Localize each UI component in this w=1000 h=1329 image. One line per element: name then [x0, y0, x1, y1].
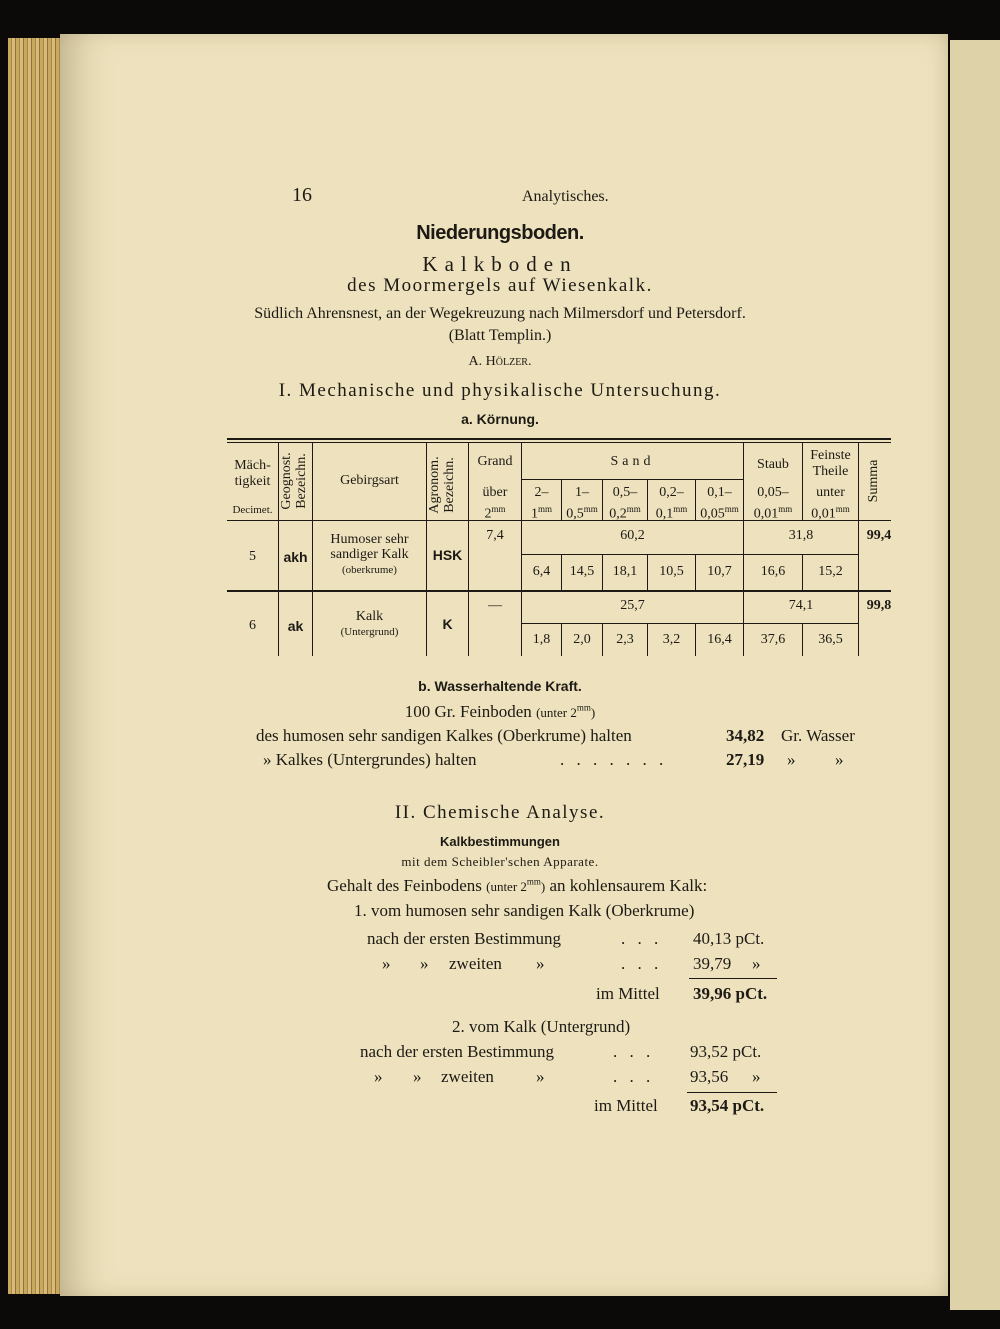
- row-sand-value: 10,5: [659, 564, 684, 579]
- author: A. Hölzer.: [468, 354, 532, 369]
- section-2-subtitle: Kalkbestimmungen: [440, 834, 560, 849]
- water-capacity-value-1: 34,82: [726, 726, 765, 745]
- soil-type-title: Kalkboden: [422, 252, 578, 276]
- row-geognost: ak: [287, 618, 304, 634]
- header-maechtigkeit: Mäch- tigkeit: [234, 458, 271, 489]
- row-agronom: HSK: [432, 547, 463, 563]
- header-grand-sub: über $2^{mm}$: [482, 485, 508, 522]
- row-staub: 37,6: [760, 632, 786, 647]
- row-grand: 7,4: [486, 528, 504, 543]
- row-sand-value: 2,3: [616, 632, 634, 647]
- group-1-title: 1. vom humosen sehr sandigen Kalk (Oberkrume): [354, 901, 695, 920]
- page-number: 16: [292, 184, 312, 206]
- header-staub-sub: 0,05– $0,01^{mm}$: [753, 485, 793, 522]
- row-depth: 6: [249, 618, 256, 633]
- ditto-mark: »: [536, 1067, 545, 1086]
- header-sand-col-3: 0,5– $0,2^{mm}$: [609, 485, 641, 522]
- header-summa: Summa: [866, 459, 881, 503]
- header-agronom: Agronom. Bezeichn.: [427, 456, 457, 514]
- section-b-title: b. Wasserhaltende Kraft.: [418, 678, 582, 694]
- group-1-mean-label: im Mittel: [596, 984, 660, 1003]
- group-2-first-value: 93,52 pCt.: [690, 1042, 762, 1061]
- group-2-first-label: nach der ersten Bestimmung: [360, 1042, 555, 1061]
- group-2-second-label: zweiten: [441, 1067, 494, 1086]
- header-grand: Grand: [477, 454, 513, 469]
- row-agronom: K: [442, 616, 453, 632]
- water-capacity-intro: 100 Gr. Feinboden (unter $2^{mm}$): [404, 702, 596, 721]
- ditto-mark: »: [536, 954, 545, 973]
- row-sand-value: 3,2: [662, 632, 681, 647]
- ditto-mark: »: [752, 954, 761, 973]
- leader-dots: . . . . . . .: [560, 750, 668, 769]
- row-sand-value: 2,0: [573, 632, 591, 647]
- row-sand-value: 10,7: [707, 564, 732, 579]
- header-sand-col-1: 2– $1^{mm}$: [530, 485, 552, 522]
- book-page: [60, 34, 948, 1296]
- header-sand: Sand: [610, 454, 655, 469]
- water-capacity-line-1: des humosen sehr sandigen Kalkes (Oberkrume) halten: [256, 726, 632, 745]
- ditto-mark: »: [787, 750, 796, 769]
- leader-dots: . . .: [613, 1067, 655, 1086]
- leader-dots: . . .: [621, 954, 663, 973]
- row-depth: 5: [249, 549, 256, 564]
- group-1-second-value: 39,79: [693, 954, 732, 973]
- row-feinste: 36,5: [818, 632, 843, 647]
- row-sand-value: 1,8: [532, 632, 551, 647]
- row-staub-total: 74,1: [788, 598, 814, 613]
- ditto-mark: »: [413, 1067, 422, 1086]
- running-title: Analytisches.: [522, 188, 609, 205]
- main-title: Niederungsboden.: [416, 222, 584, 244]
- group-1-mean-value: 39,96 pCt.: [693, 984, 768, 1003]
- row-sand-value: 18,1: [612, 564, 638, 579]
- sum-rule: [687, 1092, 777, 1093]
- subtitle: des Moormergels auf Wiesenkalk.: [347, 275, 653, 296]
- header-decimet: Decimet.: [232, 504, 273, 516]
- group-2-title: 2. vom Kalk (Untergrund): [452, 1017, 631, 1036]
- header-feinste-sub: unter $0,01^{mm}$: [811, 485, 850, 522]
- leader-dots: . . .: [621, 929, 663, 948]
- header-geognost: Geognost. Bezeichn.: [279, 452, 309, 510]
- section-1-title: I. Mechanische und physikalische Untersuchung.: [278, 380, 722, 401]
- row-grand: —: [488, 598, 502, 613]
- header-staub: Staub: [757, 457, 789, 472]
- leader-dots: . . .: [613, 1042, 655, 1061]
- group-2-second-value: 93,56: [690, 1067, 729, 1086]
- water-capacity-value-2: 27,19: [726, 750, 765, 769]
- row-staub: 16,6: [760, 564, 786, 579]
- sum-rule: [689, 978, 777, 979]
- row-sand-value: 16,4: [707, 632, 732, 647]
- header-sand-col-4: 0,2– $0,1^{mm}$: [655, 485, 688, 522]
- location-line-2: (Blatt Templin.): [448, 327, 552, 344]
- lime-content-intro: Gehalt des Feinbodens (unter $2^{mm}$) an kohlensaurem Kalk:: [327, 876, 708, 895]
- row-sand-value: 6,4: [532, 564, 551, 579]
- ditto-mark: »: [835, 750, 844, 769]
- ditto-mark: »: [420, 954, 429, 973]
- row-sand-total: 25,7: [620, 598, 645, 613]
- ditto-mark: »: [382, 954, 391, 973]
- row-summa: 99,4: [866, 528, 892, 543]
- section-1a-title: a. Körnung.: [461, 411, 539, 427]
- header-sand-col-5: 0,1– $0,05^{mm}$: [700, 485, 739, 522]
- location-line-1: Südlich Ahrensnest, an der Wegekreuzung nach Milmersdorf und Petersdorf.: [254, 305, 746, 322]
- row-sand-total: 60,2: [620, 528, 645, 543]
- row-summa: 99,8: [866, 598, 892, 613]
- header-feinste: Feinste Theile: [810, 448, 851, 479]
- header-gebirgsart: Gebirgsart: [340, 473, 399, 488]
- row-feinste: 15,2: [818, 564, 843, 579]
- group-1-first-label: nach der ersten Bestimmung: [367, 929, 562, 948]
- row-gebirgsart: Humoser sehr sandiger Kalk (oberkrume): [330, 532, 409, 576]
- section-2-title: II. Chemische Analyse.: [394, 802, 606, 823]
- ditto-mark: »: [752, 1067, 761, 1086]
- header-sand-col-2: 1– $0,5^{mm}$: [566, 485, 598, 522]
- ditto-mark: »: [374, 1067, 383, 1086]
- section-2-method: mit dem Scheibler'schen Apparate.: [401, 854, 599, 869]
- row-sand-value: 14,5: [569, 564, 595, 579]
- row-geognost: akh: [283, 549, 308, 565]
- water-capacity-line-2: » Kalkes (Untergrundes) halten: [263, 750, 477, 769]
- group-2-mean-value: 93,54 pCt.: [690, 1096, 765, 1115]
- group-2-mean-label: im Mittel: [594, 1096, 658, 1115]
- water-capacity-unit: Gr. Wasser: [781, 726, 855, 745]
- group-1-second-label: zweiten: [449, 954, 502, 973]
- group-1-first-value: 40,13 pCt.: [693, 929, 765, 948]
- row-staub-total: 31,8: [788, 528, 814, 543]
- row-gebirgsart: Kalk (Untergrund): [340, 609, 399, 638]
